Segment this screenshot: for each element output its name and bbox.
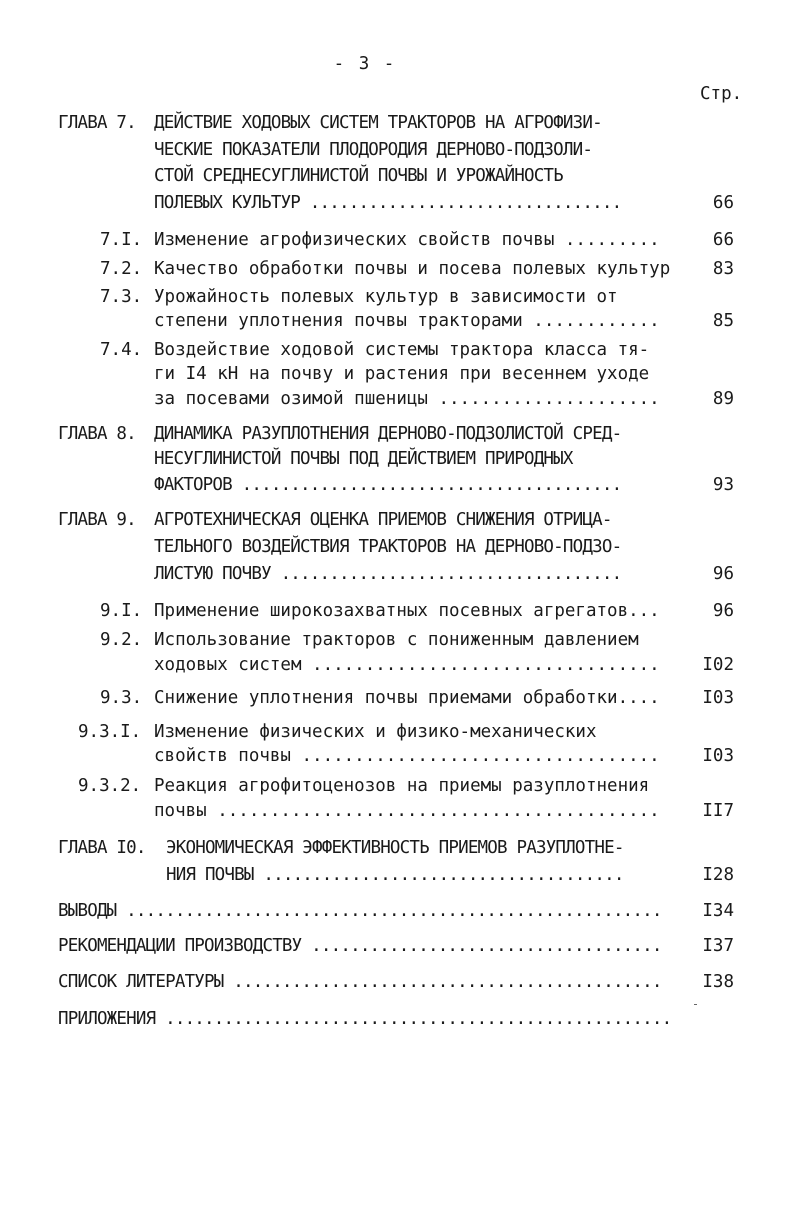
chapter-8-label: ГЛАВА 8. — [58, 424, 136, 444]
chapter-7-label: ГЛАВА 7. — [58, 113, 136, 133]
section-7-4-title-line-2: ги I4 кН на почву и растения при весеннем уходе — [154, 364, 650, 384]
section-9-3-page: I03 — [702, 688, 734, 708]
section-9-1-page: 96 — [712, 601, 734, 621]
section-9-2-label: 9.2. — [100, 630, 143, 650]
chapter-7-title-line-1: ДЕЙСТВИЕ ХОДОВЫХ СИСТЕМ ТРАКТОРОВ НА АГРОФИЗИ- — [154, 113, 602, 133]
section-9-3-1-label: 9.3.I. — [78, 722, 142, 742]
section-7-2-label: 7.2. — [100, 259, 143, 279]
section-9-3-1-title-line-2: свойств почвы .................................. — [154, 746, 660, 766]
chapter-10-page: I28 — [702, 865, 734, 885]
section-7-1-title: Изменение агрофизических свойств почвы ......... — [154, 230, 660, 250]
chapter-7-page: 66 — [712, 193, 734, 213]
section-9-3-2-page: II7 — [702, 801, 734, 821]
chapter-7-title-line-3: СТОЙ СРЕДНЕСУГЛИНИСТОЙ ПОЧВЫ И УРОЖАЙНОСТЬ — [154, 166, 563, 186]
section-7-3-label: 7.3. — [100, 287, 143, 307]
section-7-2-page: 83 — [712, 259, 734, 279]
appendices-title: ПРИЛОЖЕНИЯ .................................................... — [58, 1009, 672, 1029]
section-9-2-page: I02 — [702, 655, 734, 675]
chapter-7-title-line-4: ПОЛЕВЫХ КУЛЬТУР ................................ — [154, 193, 622, 213]
section-9-3-1-page: I03 — [702, 746, 734, 766]
section-9-3-label: 9.3. — [100, 688, 143, 708]
section-9-1-label: 9.I. — [100, 601, 143, 621]
section-9-3-2-title-line-2: почвы .......................................... — [154, 801, 660, 821]
section-9-3-2-label: 9.3.2. — [78, 776, 142, 796]
conclusions-page: I34 — [702, 901, 734, 921]
section-9-1-title: Применение широкозахватных посевных агрегатов... — [154, 601, 660, 621]
section-7-3-title-line-2: степени уплотнения почвы тракторами ............ — [154, 311, 660, 331]
conclusions-title: ВЫВОДЫ ....................................................... — [58, 901, 662, 921]
section-7-4-label: 7.4. — [100, 340, 143, 360]
references-title: СПИСОК ЛИТЕРАТУРЫ ............................................ — [58, 972, 662, 992]
chapter-8-title-line-1: ДИНАМИКА РАЗУПЛОТНЕНИЯ ДЕРНОВО-ПОДЗОЛИСТОЙ СРЕД- — [154, 424, 622, 444]
chapter-7-title-line-2: ЧЕСКИЕ ПОКАЗАТЕЛИ ПЛОДОРОДИЯ ДЕРНОВО-ПОДЗОЛИ- — [154, 140, 593, 160]
chapter-9-label: ГЛАВА 9. — [58, 510, 136, 530]
section-9-3-2-title-line-1: Реакция агрофитоценозов на приемы разуплотнения — [154, 776, 650, 796]
section-7-1-page: 66 — [712, 230, 734, 250]
chapter-9-title-line-3: ЛИСТУЮ ПОЧВУ ................................... — [154, 564, 622, 584]
stray-mark — [694, 1004, 697, 1005]
recommendations-title: РЕКОМЕНДАЦИИ ПРОИЗВОДСТВУ .................................... — [58, 936, 662, 956]
section-9-3-title: Снижение уплотнения почвы приемами обработки.... — [154, 688, 660, 708]
chapter-8-title-line-3: ФАКТОРОВ ....................................... — [154, 475, 622, 495]
section-7-4-page: 89 — [712, 389, 734, 409]
chapter-8-page: 93 — [712, 475, 734, 495]
chapter-10-title-line-2: НИЯ ПОЧВЫ ..................................... — [166, 865, 624, 885]
section-9-2-title-line-2: ходовых систем ................................. — [154, 655, 660, 675]
chapter-9-title-line-1: АГРОТЕХНИЧЕСКАЯ ОЦЕНКА ПРИЕМОВ СНИЖЕНИЯ ОТРИЦА- — [154, 510, 612, 530]
chapter-9-page: 96 — [712, 564, 734, 584]
page-number: - 3 - — [333, 54, 397, 74]
recommendations-page: I37 — [702, 936, 734, 956]
chapter-9-title-line-2: ТЕЛЬНОГО ВОЗДЕЙСТВИЯ ТРАКТОРОВ НА ДЕРНОВО-ПОДЗО- — [154, 537, 622, 557]
section-7-3-page: 85 — [712, 311, 734, 331]
section-7-4-title-line-1: Воздействие ходовой системы трактора класса тя- — [154, 340, 650, 360]
section-9-3-1-title-line-1: Изменение физических и физико-механических — [154, 722, 597, 742]
section-9-2-title-line-1: Использование тракторов с пониженным давлением — [154, 630, 639, 650]
references-page: I38 — [702, 972, 734, 992]
chapter-10-label: ГЛАВА I0. — [58, 838, 146, 858]
section-7-3-title-line-1: Урожайность полевых культур в зависимости от — [154, 287, 618, 307]
chapter-8-title-line-2: НЕСУГЛИНИСТОЙ ПОЧВЫ ПОД ДЕЙСТВИЕМ ПРИРОДНЫХ — [154, 449, 573, 469]
section-7-2-title: Качество обработки почвы и посева полевых культур — [154, 259, 671, 279]
section-7-4-title-line-3: за посевами озимой пшеницы ..................... — [154, 389, 660, 409]
chapter-10-title-line-1: ЭКОНОМИЧЕСКАЯ ЭФФЕКТИВНОСТЬ ПРИЕМОВ РАЗУПЛОТНЕ- — [166, 838, 624, 858]
section-7-1-label: 7.I. — [100, 230, 143, 250]
pages-column-label: Стр. — [700, 84, 743, 104]
